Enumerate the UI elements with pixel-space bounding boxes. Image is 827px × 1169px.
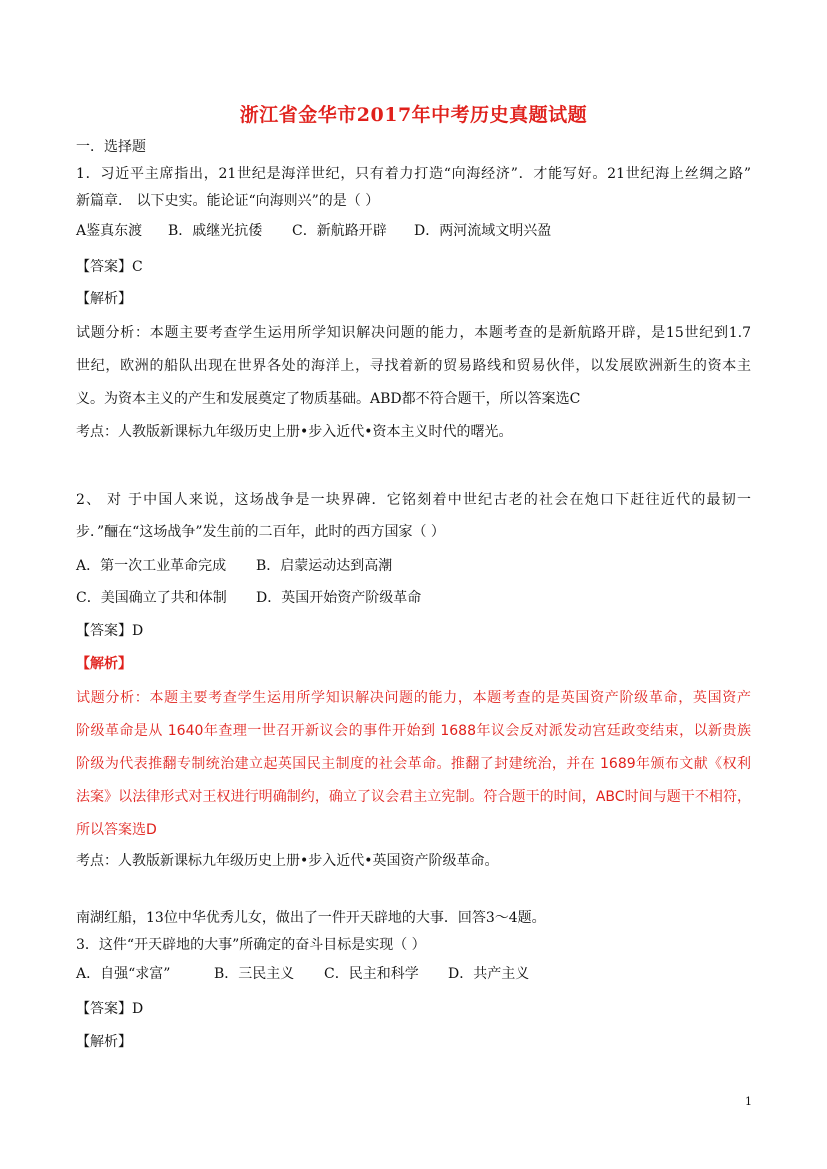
q1-knowledge-point: 考点：人教版新课标九年级历史上册•步入近代•资本主义时代的曙光。 (76, 424, 513, 440)
q3-options (76, 964, 529, 984)
q2-analysis-line3: 阶级为代表推翻专制统治建立起英国民主制度的社会革命。推翻了封建统治，并在 1689年颁布文献《权利 (76, 756, 751, 772)
q2-options-row1 (76, 556, 392, 576)
q34-intro: 南湖红船，13位中华优秀儿女，做出了一件开天辟地的大事．回答3～4题。 (76, 910, 546, 926)
q2-analysis-label: 【解析】 (76, 656, 132, 672)
q3-option-a: A．自强“求富” (76, 966, 171, 982)
q1-analysis-line2: 世纪，欧洲的船队出现在世界各处的海洋上，寻找着新的贸易路线和贸易伙伴，以发展欧洲新生的资本主 (76, 358, 751, 374)
q1-options (76, 221, 551, 241)
q1-stem-line1: 1．习近平主席指出，21世纪是海洋世纪，只有着力打造“向海经济”．才能写好。21世纪海上丝绸之路” (76, 166, 751, 182)
q2-knowledge-point: 考点：人教版新课标九年级历史上册•步入近代•英国资产阶级革命。 (76, 853, 499, 869)
q1-option-a: A鉴真东渡 (76, 223, 143, 239)
q2-option-b: B．启蒙运动达到高潮 (256, 558, 393, 574)
q3-option-d: D．共产主义 (448, 966, 530, 982)
q1-answer: 【答案】C (76, 259, 143, 275)
page-number: 1 (745, 1095, 752, 1108)
q1-option-b: B．戚继光抗倭 (168, 223, 263, 239)
page-title: 浙江省金华市2017年中考历史真题试题 (239, 104, 588, 126)
q3-stem: 3．这件“开天辟地的大事”所确定的奋斗目标是实现（ ） (76, 937, 426, 953)
q3-option-b: B．三民主义 (214, 966, 295, 982)
q1-analysis-line3: 义。为资本主义的产生和发展奠定了物质基础。ABD都不符合题干，所以答案选C (76, 391, 581, 407)
q3-option-c: C．民主和科学 (324, 966, 419, 982)
q3-answer: 【答案】D (76, 1001, 144, 1017)
q2-answer: 【答案】D (76, 623, 144, 639)
q2-analysis-line4: 法案》以法律形式对王权进行明确制约，确立了议会君主立宪制。符合题干的时间，ABC时间与题干不相符， (76, 789, 751, 805)
q2-analysis-line5: 所以答案选D (76, 822, 157, 838)
q1-option-c: C．新航路开辟 (292, 223, 387, 239)
q1-stem-line2: 新篇章． 以下史实。能论证“向海则兴”的是（ ） (76, 193, 380, 209)
q1-analysis-line1: 试题分析：本题主要考查学生运用所学知识解决问题的能力，本题考查的是新航路开辟，是15世纪到1.7 (76, 325, 751, 341)
q2-analysis-line1: 试题分析：本题主要考查学生运用所学知识解决问题的能力，本题考查的是英国资产阶级革命，英国资产 (76, 690, 751, 706)
q1-analysis-label: 【解析】 (76, 291, 132, 307)
q2-stem-line2: 步．”酾在“这场战争”发生前的二百年，此时的西方国家（ ） (76, 524, 445, 540)
q2-stem-line1: 2、 对 于中国人来说，这场战争是一块界碑．它铭刻着中世纪古老的社会在炮口下赶往近代的最韧一 (76, 492, 751, 508)
q2-option-a: A．第一次工业革命完成 (76, 558, 227, 574)
q1-option-d: D．两河流域文明兴盈 (414, 223, 552, 239)
q2-option-c: C．美国确立了共和体制 (76, 590, 227, 606)
q2-option-d: D．英国开始资产阶级革命 (256, 590, 422, 606)
section-heading: 一．选择题 (76, 139, 146, 155)
q3-analysis-label: 【解析】 (76, 1034, 132, 1050)
q2-options-row2 (76, 588, 421, 608)
q2-analysis-line2: 阶级革命是从 1640年查理一世召开新议会的事件开始到 1688年议会反对派发动宫廷政变结束，以新贵族 (76, 723, 751, 739)
